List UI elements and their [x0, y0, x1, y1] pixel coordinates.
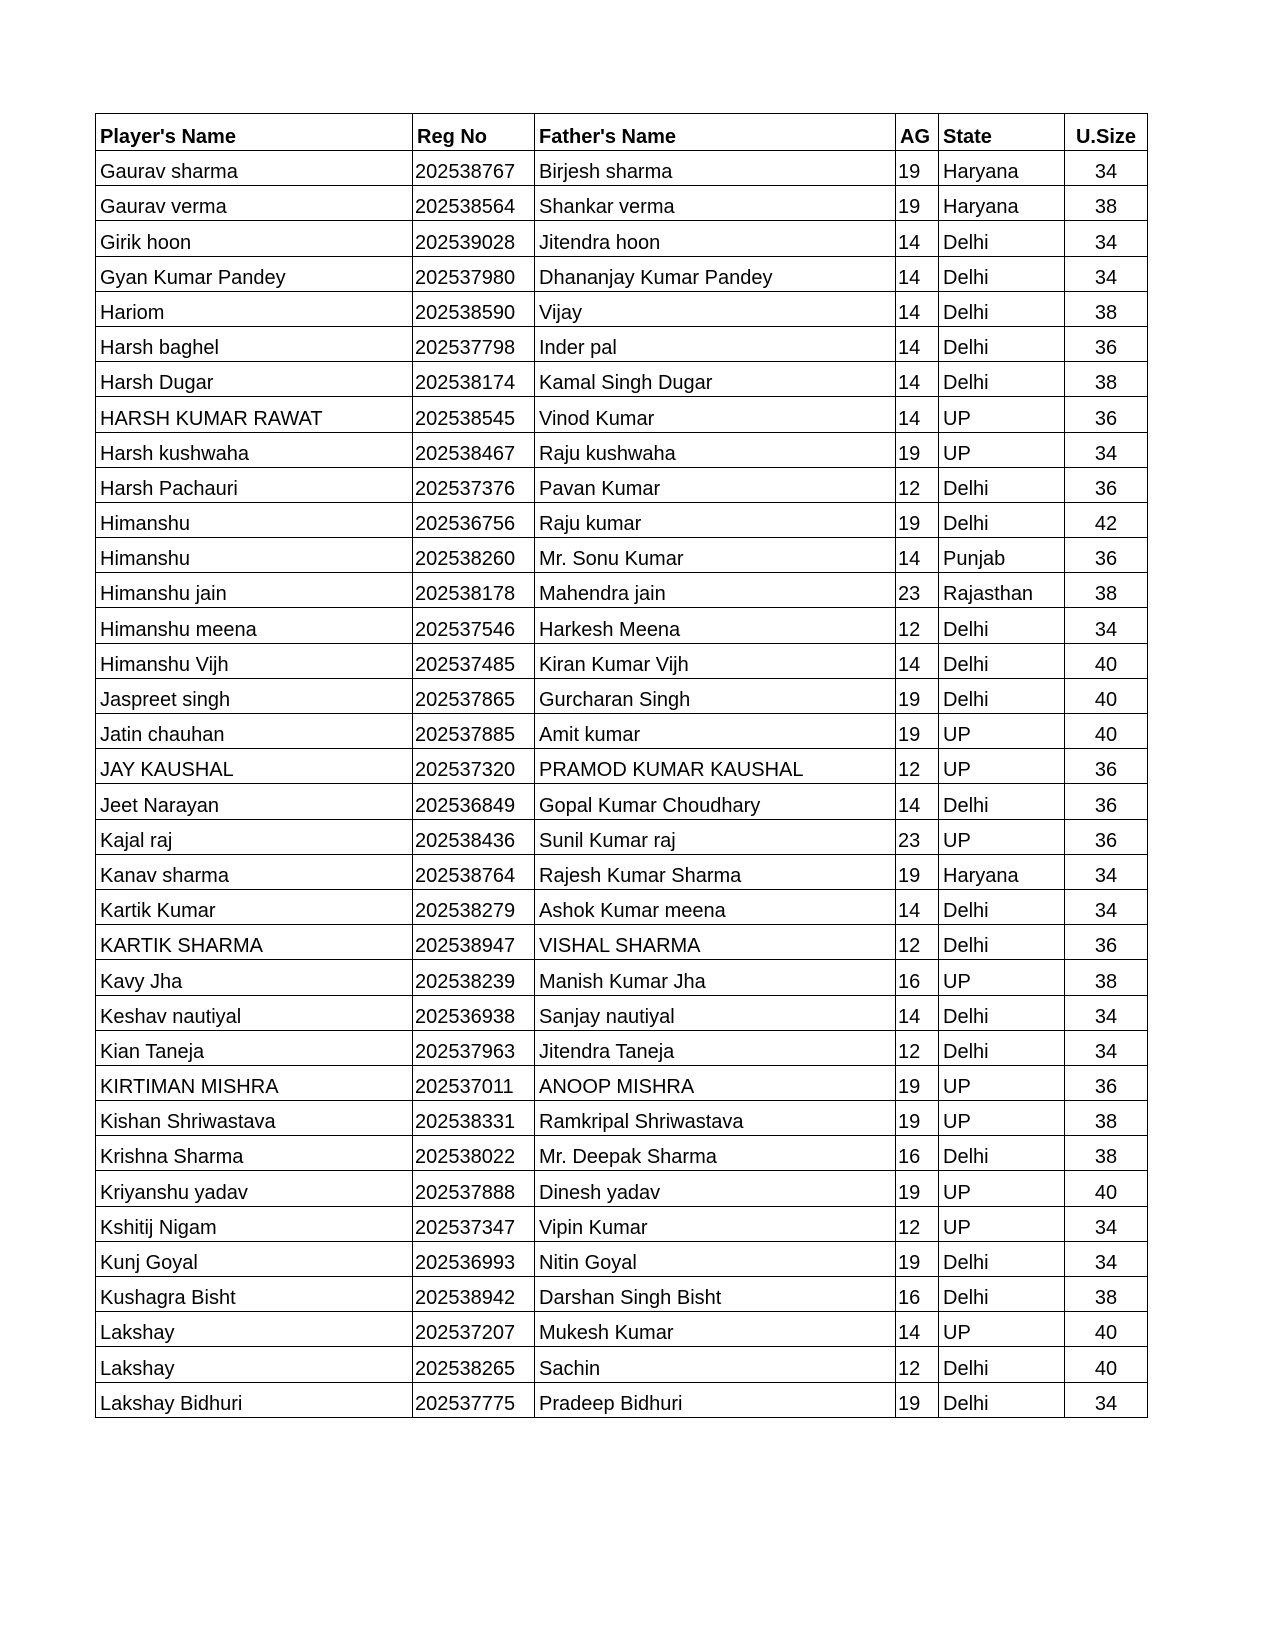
cell-state: UP	[939, 1206, 1065, 1241]
cell-fathers-name: Jitendra hoon	[535, 221, 896, 256]
cell-reg-no: 202537546	[413, 608, 535, 643]
cell-state: Delhi	[939, 1277, 1065, 1312]
cell-age-group: 14	[896, 397, 939, 432]
cell-fathers-name: Sachin	[535, 1347, 896, 1382]
cell-uniform-size: 34	[1065, 151, 1148, 186]
cell-reg-no: 202538022	[413, 1136, 535, 1171]
header-uniform-size: U.Size	[1065, 114, 1148, 151]
cell-uniform-size: 36	[1065, 397, 1148, 432]
cell-reg-no: 202537320	[413, 749, 535, 784]
cell-state: UP	[939, 1065, 1065, 1100]
table-row	[96, 256, 1148, 291]
cell-player-name: JAY KAUSHAL	[96, 749, 413, 784]
cell-player-name: Kian Taneja	[96, 1030, 413, 1065]
table-row	[96, 186, 1148, 221]
cell-fathers-name: Vipin Kumar	[535, 1206, 896, 1241]
cell-age-group: 14	[896, 643, 939, 678]
cell-reg-no: 202537376	[413, 467, 535, 502]
cell-reg-no: 202536849	[413, 784, 535, 819]
cell-age-group: 14	[896, 995, 939, 1030]
cell-reg-no: 202537798	[413, 326, 535, 361]
cell-age-group: 19	[896, 678, 939, 713]
cell-player-name: Kunj Goyal	[96, 1241, 413, 1276]
cell-state: Delhi	[939, 1241, 1065, 1276]
cell-player-name: Jaspreet singh	[96, 678, 413, 713]
cell-fathers-name: Jitendra Taneja	[535, 1030, 896, 1065]
cell-fathers-name: Ashok Kumar meena	[535, 889, 896, 924]
cell-age-group: 14	[896, 362, 939, 397]
cell-reg-no: 202537963	[413, 1030, 535, 1065]
table-row	[96, 1241, 1148, 1276]
cell-state: UP	[939, 397, 1065, 432]
header-reg-no: Reg No	[413, 114, 535, 151]
cell-state: Delhi	[939, 1030, 1065, 1065]
cell-state: Delhi	[939, 889, 1065, 924]
cell-state: Delhi	[939, 1347, 1065, 1382]
cell-fathers-name: Pavan Kumar	[535, 467, 896, 502]
cell-player-name: Himanshu	[96, 502, 413, 537]
cell-state: Haryana	[939, 854, 1065, 889]
cell-state: Delhi	[939, 784, 1065, 819]
table-body	[96, 151, 1148, 1418]
cell-age-group: 19	[896, 1382, 939, 1417]
table-header-row	[96, 114, 1148, 151]
table-row	[96, 151, 1148, 186]
table-row	[96, 889, 1148, 924]
cell-uniform-size: 38	[1065, 573, 1148, 608]
cell-state: UP	[939, 749, 1065, 784]
cell-age-group: 14	[896, 221, 939, 256]
table-row	[96, 678, 1148, 713]
cell-reg-no: 202538436	[413, 819, 535, 854]
cell-state: UP	[939, 1312, 1065, 1347]
cell-uniform-size: 38	[1065, 186, 1148, 221]
cell-fathers-name: Inder pal	[535, 326, 896, 361]
cell-uniform-size: 38	[1065, 1277, 1148, 1312]
cell-player-name: Kartik Kumar	[96, 889, 413, 924]
cell-player-name: Kriyanshu yadav	[96, 1171, 413, 1206]
cell-state: Delhi	[939, 291, 1065, 326]
cell-age-group: 19	[896, 854, 939, 889]
table-row	[96, 362, 1148, 397]
cell-player-name: Himanshu Vijh	[96, 643, 413, 678]
cell-fathers-name: Raju kumar	[535, 502, 896, 537]
cell-player-name: Himanshu	[96, 538, 413, 573]
cell-age-group: 14	[896, 256, 939, 291]
cell-age-group: 16	[896, 1277, 939, 1312]
cell-state: UP	[939, 819, 1065, 854]
cell-uniform-size: 40	[1065, 1347, 1148, 1382]
cell-age-group: 12	[896, 467, 939, 502]
table-row	[96, 291, 1148, 326]
cell-state: Delhi	[939, 1382, 1065, 1417]
cell-uniform-size: 34	[1065, 432, 1148, 467]
cell-age-group: 12	[896, 608, 939, 643]
cell-age-group: 12	[896, 1347, 939, 1382]
table-row	[96, 995, 1148, 1030]
table-row	[96, 221, 1148, 256]
table-row	[96, 1136, 1148, 1171]
cell-reg-no: 202537888	[413, 1171, 535, 1206]
cell-fathers-name: Kamal Singh Dugar	[535, 362, 896, 397]
cell-player-name: Kajal raj	[96, 819, 413, 854]
table-row	[96, 467, 1148, 502]
cell-player-name: Harsh baghel	[96, 326, 413, 361]
cell-reg-no: 202536938	[413, 995, 535, 1030]
cell-state: Delhi	[939, 995, 1065, 1030]
cell-state: Delhi	[939, 608, 1065, 643]
cell-age-group: 14	[896, 291, 939, 326]
table-row	[96, 1312, 1148, 1347]
cell-reg-no: 202537885	[413, 714, 535, 749]
cell-age-group: 19	[896, 1065, 939, 1100]
cell-fathers-name: Manish Kumar Jha	[535, 960, 896, 995]
cell-reg-no: 202537011	[413, 1065, 535, 1100]
table-row	[96, 643, 1148, 678]
cell-uniform-size: 34	[1065, 854, 1148, 889]
table-row	[96, 502, 1148, 537]
table-row	[96, 397, 1148, 432]
cell-uniform-size: 36	[1065, 749, 1148, 784]
cell-state: Rajasthan	[939, 573, 1065, 608]
cell-uniform-size: 34	[1065, 1382, 1148, 1417]
table-row	[96, 1382, 1148, 1417]
cell-fathers-name: Dinesh yadav	[535, 1171, 896, 1206]
cell-state: UP	[939, 714, 1065, 749]
table-row	[96, 1101, 1148, 1136]
cell-age-group: 12	[896, 1206, 939, 1241]
cell-fathers-name: Darshan Singh Bisht	[535, 1277, 896, 1312]
table-row	[96, 538, 1148, 573]
header-age-group: AG	[896, 114, 939, 151]
cell-player-name: Keshav nautiyal	[96, 995, 413, 1030]
cell-age-group: 23	[896, 573, 939, 608]
cell-fathers-name: Vijay	[535, 291, 896, 326]
cell-age-group: 12	[896, 925, 939, 960]
table-row	[96, 1030, 1148, 1065]
cell-fathers-name: Birjesh sharma	[535, 151, 896, 186]
table-row	[96, 1065, 1148, 1100]
cell-state: Punjab	[939, 538, 1065, 573]
cell-uniform-size: 34	[1065, 1241, 1148, 1276]
table-row	[96, 819, 1148, 854]
cell-reg-no: 202537207	[413, 1312, 535, 1347]
cell-uniform-size: 40	[1065, 714, 1148, 749]
cell-uniform-size: 36	[1065, 784, 1148, 819]
cell-reg-no: 202537865	[413, 678, 535, 713]
cell-reg-no: 202537980	[413, 256, 535, 291]
cell-reg-no: 202538545	[413, 397, 535, 432]
cell-uniform-size: 42	[1065, 502, 1148, 537]
cell-fathers-name: Mr. Deepak Sharma	[535, 1136, 896, 1171]
cell-state: UP	[939, 1171, 1065, 1206]
cell-player-name: HARSH KUMAR RAWAT	[96, 397, 413, 432]
cell-state: Delhi	[939, 326, 1065, 361]
cell-uniform-size: 38	[1065, 291, 1148, 326]
cell-fathers-name: Shankar verma	[535, 186, 896, 221]
cell-uniform-size: 38	[1065, 1136, 1148, 1171]
cell-age-group: 19	[896, 151, 939, 186]
table-row	[96, 608, 1148, 643]
table-row	[96, 1206, 1148, 1241]
cell-state: UP	[939, 1101, 1065, 1136]
cell-player-name: Jatin chauhan	[96, 714, 413, 749]
cell-uniform-size: 34	[1065, 221, 1148, 256]
cell-fathers-name: Raju kushwaha	[535, 432, 896, 467]
table-row	[96, 854, 1148, 889]
cell-uniform-size: 40	[1065, 1312, 1148, 1347]
cell-reg-no: 202538174	[413, 362, 535, 397]
cell-fathers-name: Sunil Kumar raj	[535, 819, 896, 854]
cell-age-group: 19	[896, 1101, 939, 1136]
cell-player-name: Harsh kushwaha	[96, 432, 413, 467]
cell-fathers-name: Dhananjay Kumar Pandey	[535, 256, 896, 291]
cell-reg-no: 202538265	[413, 1347, 535, 1382]
cell-player-name: Himanshu meena	[96, 608, 413, 643]
cell-age-group: 19	[896, 714, 939, 749]
cell-player-name: Gyan Kumar Pandey	[96, 256, 413, 291]
cell-state: UP	[939, 432, 1065, 467]
table-row	[96, 1277, 1148, 1312]
cell-fathers-name: Rajesh Kumar Sharma	[535, 854, 896, 889]
cell-fathers-name: Kiran Kumar Vijh	[535, 643, 896, 678]
cell-player-name: Harsh Pachauri	[96, 467, 413, 502]
cell-reg-no: 202538178	[413, 573, 535, 608]
header-fathers-name: Father's Name	[535, 114, 896, 151]
table-row	[96, 784, 1148, 819]
cell-reg-no: 202538279	[413, 889, 535, 924]
header-state: State	[939, 114, 1065, 151]
table-row	[96, 960, 1148, 995]
cell-state: Delhi	[939, 467, 1065, 502]
cell-age-group: 23	[896, 819, 939, 854]
cell-age-group: 14	[896, 326, 939, 361]
cell-state: Delhi	[939, 502, 1065, 537]
table-row	[96, 326, 1148, 361]
table-row	[96, 1347, 1148, 1382]
cell-state: Delhi	[939, 221, 1065, 256]
cell-reg-no: 202538764	[413, 854, 535, 889]
cell-state: Delhi	[939, 1136, 1065, 1171]
cell-uniform-size: 34	[1065, 608, 1148, 643]
cell-uniform-size: 36	[1065, 467, 1148, 502]
cell-player-name: Kishan Shriwastava	[96, 1101, 413, 1136]
cell-player-name: Gaurav verma	[96, 186, 413, 221]
cell-uniform-size: 36	[1065, 819, 1148, 854]
cell-uniform-size: 34	[1065, 1030, 1148, 1065]
cell-reg-no: 202538564	[413, 186, 535, 221]
cell-uniform-size: 38	[1065, 362, 1148, 397]
cell-age-group: 14	[896, 538, 939, 573]
cell-player-name: Kushagra Bisht	[96, 1277, 413, 1312]
cell-fathers-name: Mahendra jain	[535, 573, 896, 608]
cell-fathers-name: Gurcharan Singh	[535, 678, 896, 713]
cell-fathers-name: Pradeep Bidhuri	[535, 1382, 896, 1417]
cell-state: Delhi	[939, 643, 1065, 678]
cell-reg-no: 202538331	[413, 1101, 535, 1136]
cell-reg-no: 202536993	[413, 1241, 535, 1276]
cell-player-name: Lakshay Bidhuri	[96, 1382, 413, 1417]
cell-uniform-size: 34	[1065, 995, 1148, 1030]
cell-age-group: 19	[896, 432, 939, 467]
cell-reg-no: 202537775	[413, 1382, 535, 1417]
cell-age-group: 16	[896, 960, 939, 995]
cell-player-name: Kshitij Nigam	[96, 1206, 413, 1241]
cell-player-name: Lakshay	[96, 1312, 413, 1347]
cell-player-name: Gaurav sharma	[96, 151, 413, 186]
cell-age-group: 19	[896, 186, 939, 221]
cell-reg-no: 202538260	[413, 538, 535, 573]
cell-player-name: Harsh Dugar	[96, 362, 413, 397]
cell-reg-no: 202537485	[413, 643, 535, 678]
cell-player-name: Jeet Narayan	[96, 784, 413, 819]
cell-age-group: 12	[896, 1030, 939, 1065]
player-roster-table	[95, 113, 1148, 1418]
cell-reg-no: 202538239	[413, 960, 535, 995]
cell-player-name: Krishna Sharma	[96, 1136, 413, 1171]
cell-age-group: 14	[896, 889, 939, 924]
cell-age-group: 19	[896, 1171, 939, 1206]
cell-player-name: Lakshay	[96, 1347, 413, 1382]
cell-fathers-name: Ramkripal Shriwastava	[535, 1101, 896, 1136]
cell-reg-no: 202538590	[413, 291, 535, 326]
cell-player-name: Kanav sharma	[96, 854, 413, 889]
table-row	[96, 1171, 1148, 1206]
cell-reg-no: 202536756	[413, 502, 535, 537]
cell-uniform-size: 36	[1065, 1065, 1148, 1100]
cell-fathers-name: Mukesh Kumar	[535, 1312, 896, 1347]
cell-uniform-size: 36	[1065, 925, 1148, 960]
cell-reg-no: 202538947	[413, 925, 535, 960]
cell-fathers-name: Sanjay nautiyal	[535, 995, 896, 1030]
cell-reg-no: 202539028	[413, 221, 535, 256]
cell-uniform-size: 34	[1065, 889, 1148, 924]
cell-state: Delhi	[939, 362, 1065, 397]
table-row	[96, 573, 1148, 608]
cell-uniform-size: 36	[1065, 326, 1148, 361]
cell-uniform-size: 34	[1065, 256, 1148, 291]
cell-fathers-name: Harkesh Meena	[535, 608, 896, 643]
cell-fathers-name: PRAMOD KUMAR KAUSHAL	[535, 749, 896, 784]
header-players-name: Player's Name	[96, 114, 413, 151]
cell-state: Haryana	[939, 186, 1065, 221]
cell-uniform-size: 40	[1065, 1171, 1148, 1206]
cell-uniform-size: 38	[1065, 960, 1148, 995]
cell-age-group: 14	[896, 784, 939, 819]
cell-fathers-name: Amit kumar	[535, 714, 896, 749]
cell-state: Haryana	[939, 151, 1065, 186]
cell-age-group: 12	[896, 749, 939, 784]
cell-state: Delhi	[939, 925, 1065, 960]
cell-state: Delhi	[939, 678, 1065, 713]
cell-uniform-size: 40	[1065, 643, 1148, 678]
table-row	[96, 749, 1148, 784]
cell-uniform-size: 36	[1065, 538, 1148, 573]
cell-uniform-size: 38	[1065, 1101, 1148, 1136]
cell-fathers-name: VISHAL SHARMA	[535, 925, 896, 960]
cell-fathers-name: Nitin Goyal	[535, 1241, 896, 1276]
cell-age-group: 14	[896, 1312, 939, 1347]
cell-fathers-name: Gopal Kumar Choudhary	[535, 784, 896, 819]
cell-player-name: Kavy Jha	[96, 960, 413, 995]
cell-player-name: Himanshu jain	[96, 573, 413, 608]
table-row	[96, 432, 1148, 467]
cell-fathers-name: ANOOP MISHRA	[535, 1065, 896, 1100]
cell-fathers-name: Mr. Sonu Kumar	[535, 538, 896, 573]
cell-uniform-size: 34	[1065, 1206, 1148, 1241]
cell-reg-no: 202538942	[413, 1277, 535, 1312]
cell-reg-no: 202538767	[413, 151, 535, 186]
cell-age-group: 19	[896, 502, 939, 537]
cell-age-group: 19	[896, 1241, 939, 1276]
table-row	[96, 714, 1148, 749]
table-row	[96, 925, 1148, 960]
cell-player-name: KARTIK SHARMA	[96, 925, 413, 960]
cell-age-group: 16	[896, 1136, 939, 1171]
cell-player-name: Hariom	[96, 291, 413, 326]
cell-player-name: KIRTIMAN MISHRA	[96, 1065, 413, 1100]
cell-state: UP	[939, 960, 1065, 995]
cell-player-name: Girik hoon	[96, 221, 413, 256]
cell-reg-no: 202538467	[413, 432, 535, 467]
cell-fathers-name: Vinod Kumar	[535, 397, 896, 432]
cell-state: Delhi	[939, 256, 1065, 291]
cell-reg-no: 202537347	[413, 1206, 535, 1241]
cell-uniform-size: 40	[1065, 678, 1148, 713]
